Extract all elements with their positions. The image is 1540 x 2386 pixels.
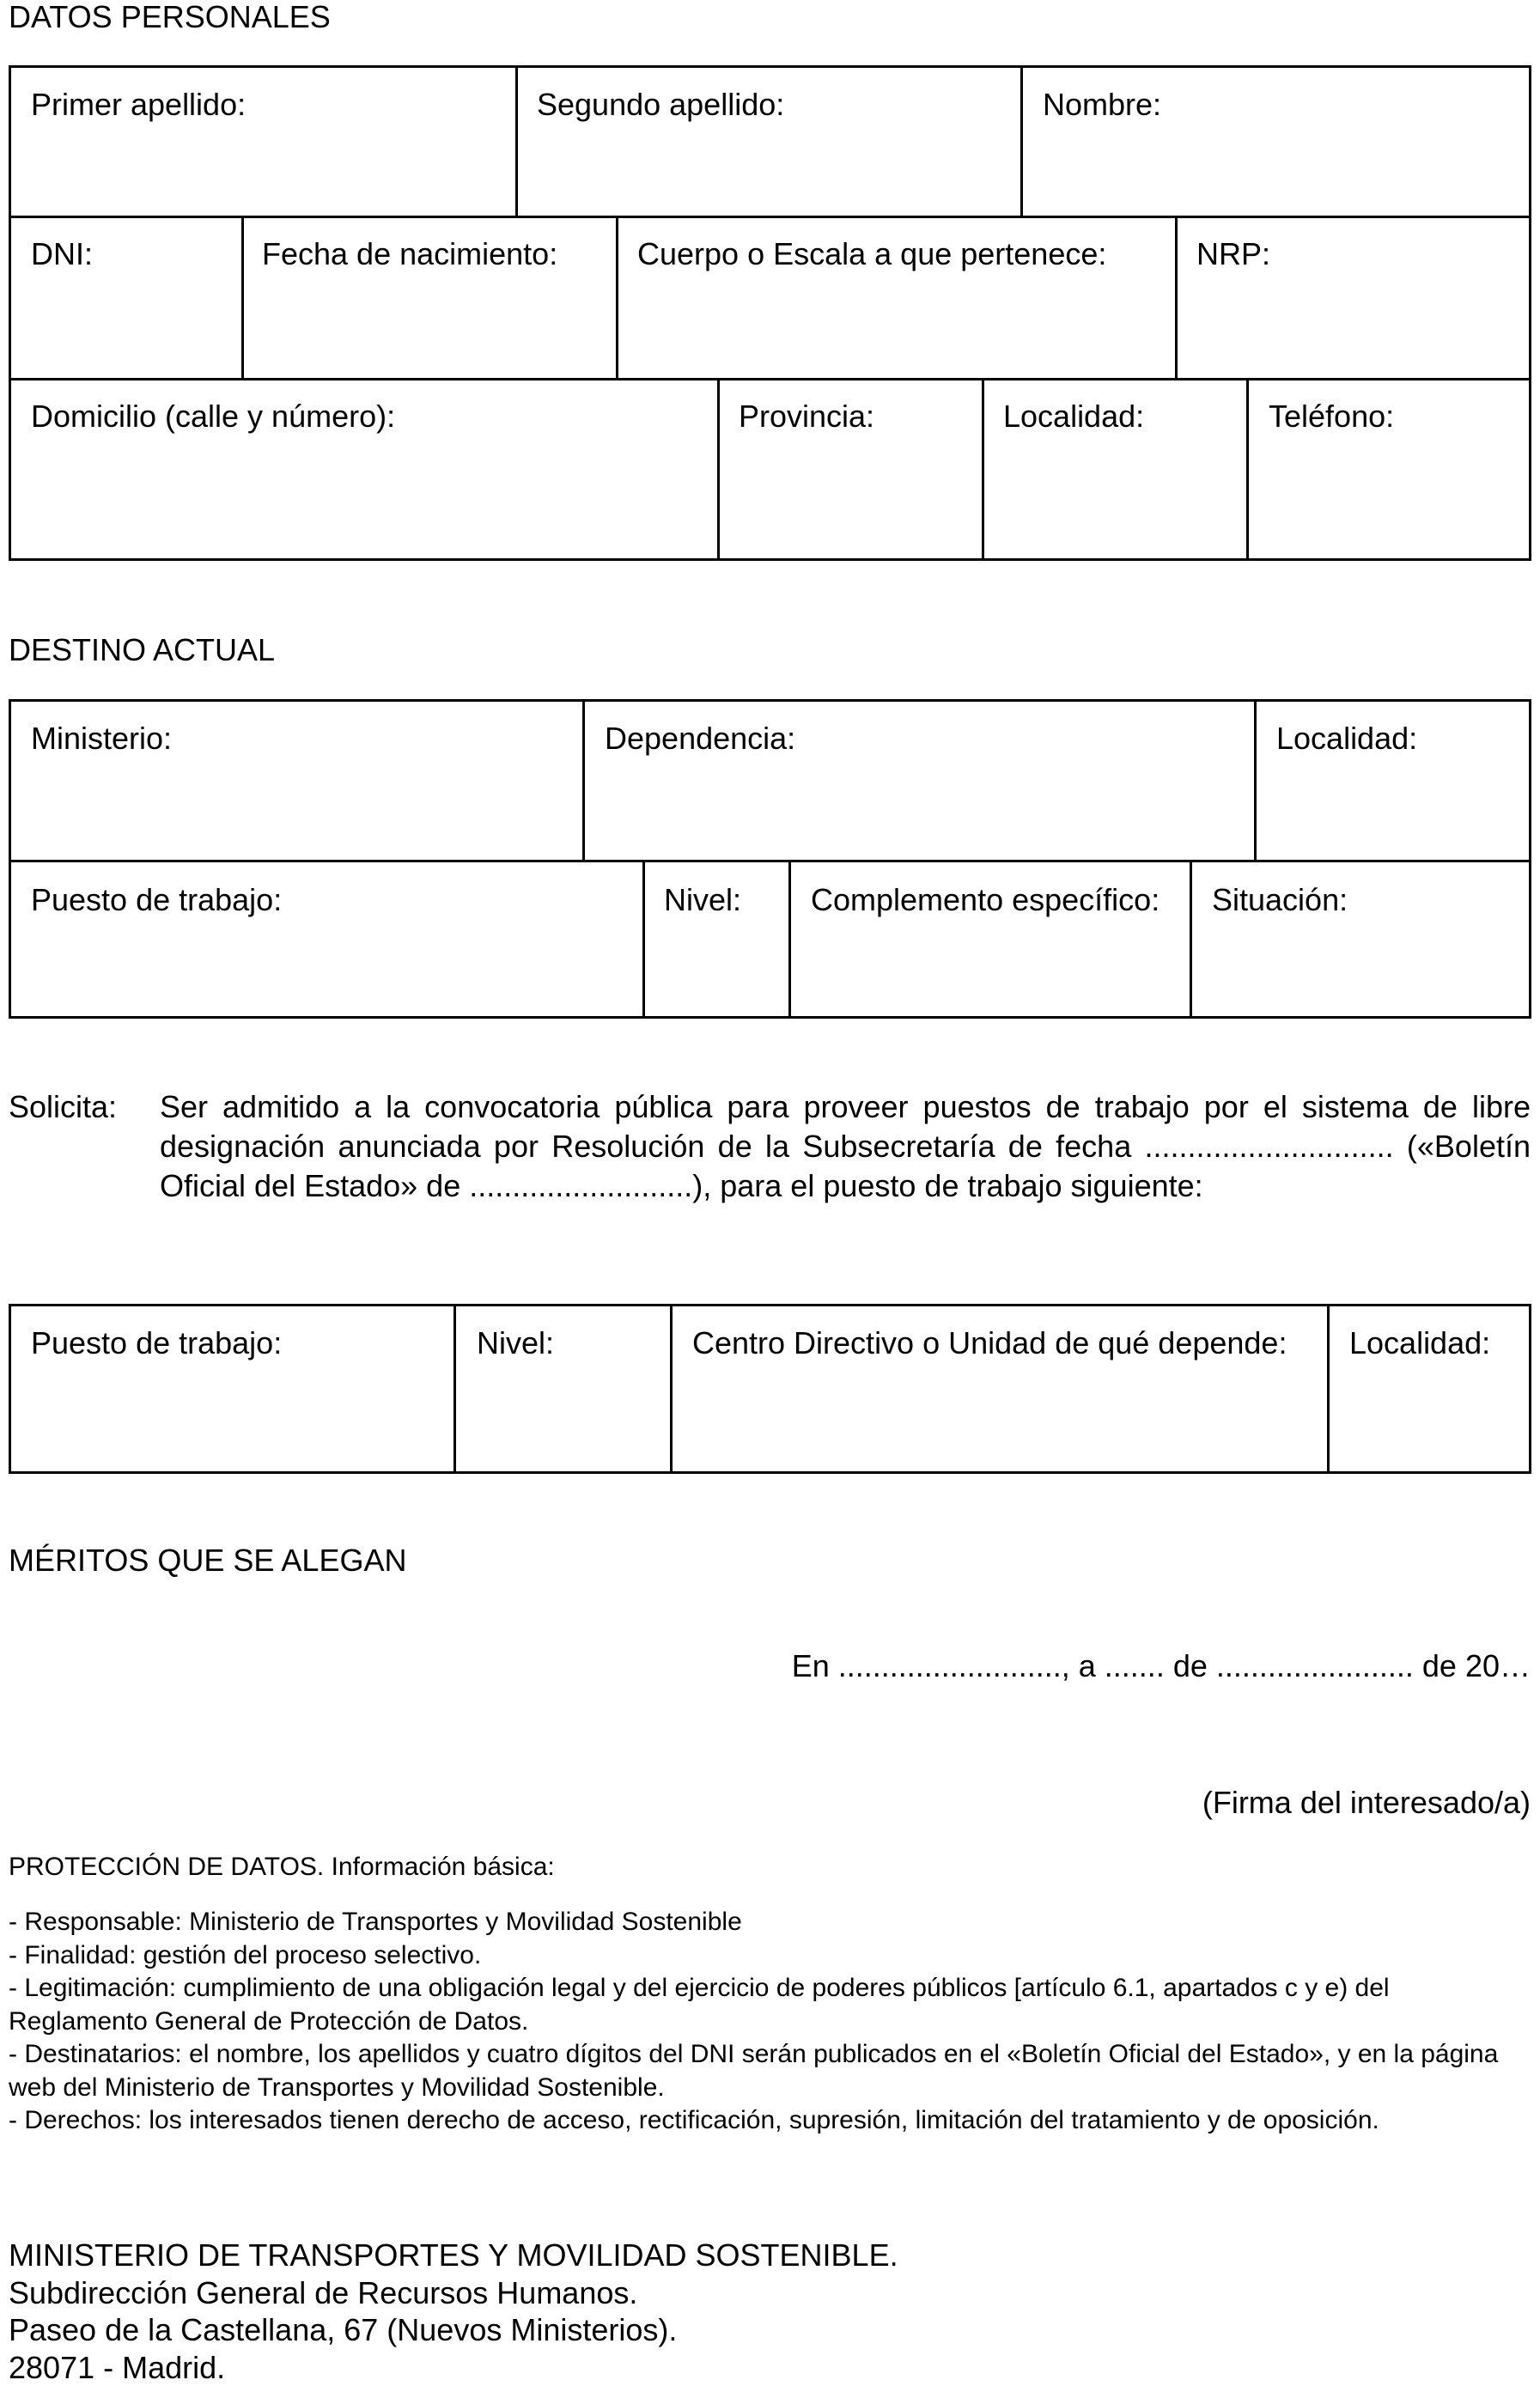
field-puesto-solicitado[interactable]: Puesto de trabajo: xyxy=(31,1324,282,1362)
col-divider xyxy=(642,860,645,1019)
col-divider xyxy=(1254,699,1257,862)
field-localidad-solicitado[interactable]: Localidad: xyxy=(1349,1324,1490,1362)
field-nombre[interactable]: Nombre: xyxy=(1043,86,1161,124)
col-divider xyxy=(717,378,720,561)
col-divider xyxy=(1190,860,1192,1019)
datos-personales-table xyxy=(9,65,1531,561)
field-nivel-actual[interactable]: Nivel: xyxy=(664,881,741,919)
row-divider xyxy=(9,860,1531,862)
col-divider xyxy=(1020,65,1023,217)
field-primer-apellido[interactable]: Primer apellido: xyxy=(31,86,246,124)
field-cuerpo-escala[interactable]: Cuerpo o Escala a que pertenece: xyxy=(637,235,1106,273)
col-divider xyxy=(982,378,984,561)
col-divider xyxy=(1175,216,1178,380)
field-localidad[interactable]: Localidad: xyxy=(1003,398,1144,435)
row-divider xyxy=(9,378,1531,380)
direccion-block xyxy=(9,2237,898,2386)
proteccion-title: PROTECCIÓN DE DATOS. Información básica: xyxy=(9,1851,555,1884)
col-divider xyxy=(241,216,244,380)
field-dependencia[interactable]: Dependencia: xyxy=(605,720,795,758)
field-situacion[interactable]: Situación: xyxy=(1212,881,1348,919)
field-segundo-apellido[interactable]: Segundo apellido: xyxy=(537,86,784,124)
proteccion-item: - Responsable: Ministerio de Transportes y Movilidad Sostenible xyxy=(9,1906,1532,1939)
proteccion-item: - Destinatarios: el nombre, los apellidos y cuatro dígitos del DNI serán publicados en el «Boletín Oficial del Estado», y en la página web del Ministerio de Transportes y Movilidad Sostenible. xyxy=(9,2038,1532,2104)
field-telefono[interactable]: Teléfono: xyxy=(1269,398,1394,435)
proteccion-item: - Finalidad: gestión del proceso selectivo. xyxy=(9,1939,1532,1973)
field-destino-localidad[interactable]: Localidad: xyxy=(1276,720,1417,758)
field-complemento[interactable]: Complemento específico: xyxy=(811,881,1160,919)
fecha-linea: En .........................., a ....... de ....................... de 20… xyxy=(792,1647,1531,1685)
field-puesto-actual[interactable]: Puesto de trabajo: xyxy=(31,881,282,919)
solicita-text: Ser admitido a la convocatoria pública para proveer puestos de trabajo por el sistema de libre designación anunciada por Resolución de la Subsecretaría de fecha ............................. («Boletín Oficial del Estado» de ..........................), para el puesto de trabajo siguiente: xyxy=(160,1087,1531,1206)
field-ministerio[interactable]: Ministerio: xyxy=(31,720,172,758)
section-datos-personales: DATOS PERSONALES xyxy=(9,0,331,36)
proteccion-item: - Derechos: los interesados tienen derecho de acceso, rectificación, supresión, limitación del tratamiento y de oposición. xyxy=(9,2104,1532,2138)
field-provincia[interactable]: Provincia: xyxy=(739,398,874,435)
row-divider xyxy=(9,216,1531,218)
field-fecha-nacimiento[interactable]: Fecha de nacimiento: xyxy=(262,235,557,273)
col-divider xyxy=(1327,1304,1330,1474)
section-destino-actual: DESTINO ACTUAL xyxy=(9,631,275,669)
direccion-subdireccion: Subdirección General de Recursos Humanos. xyxy=(9,2274,898,2312)
firma-label: (Firma del interesado/a) xyxy=(1202,1784,1531,1822)
direccion-ministerio: MINISTERIO DE TRANSPORTES Y MOVILIDAD SOSTENIBLE. xyxy=(9,2237,898,2274)
col-divider xyxy=(582,699,585,862)
proteccion-item: - Legitimación: cumplimiento de una obligación legal y del ejercicio de poderes públicos [artículo 6.1, apartados c y e) del Reglamento General de Protección de Datos. xyxy=(9,1972,1532,2038)
direccion-calle: Paseo de la Castellana, 67 (Nuevos Ministerios). xyxy=(9,2311,898,2349)
col-divider xyxy=(616,216,618,380)
col-divider xyxy=(515,65,518,217)
proteccion-list xyxy=(9,1906,1532,2138)
solicita-label: Solicita: xyxy=(9,1088,117,1126)
col-divider xyxy=(788,860,791,1019)
section-meritos: MÉRITOS QUE SE ALEGAN xyxy=(9,1542,406,1580)
field-nrp[interactable]: NRP: xyxy=(1196,235,1270,273)
field-centro-directivo[interactable]: Centro Directivo o Unidad de qué depende: xyxy=(692,1324,1287,1362)
col-divider xyxy=(453,1304,456,1474)
col-divider xyxy=(670,1304,673,1474)
field-nivel-solicitado[interactable]: Nivel: xyxy=(477,1324,554,1362)
field-domicilio[interactable]: Domicilio (calle y número): xyxy=(31,398,395,435)
col-divider xyxy=(1246,378,1249,561)
direccion-cp: 28071 - Madrid. xyxy=(9,2349,898,2386)
field-dni[interactable]: DNI: xyxy=(31,235,93,273)
